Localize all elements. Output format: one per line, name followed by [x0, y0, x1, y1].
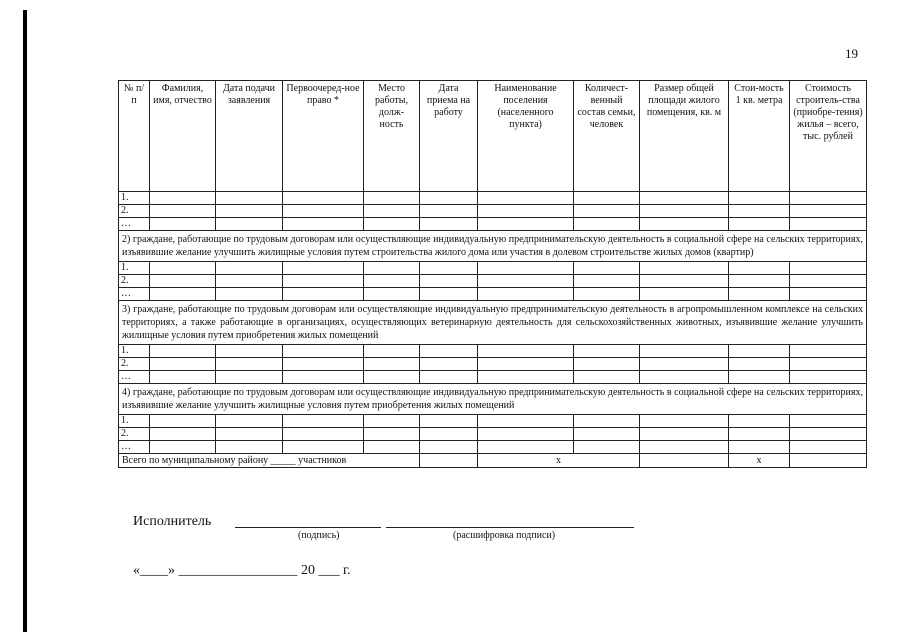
- table-cell[interactable]: [478, 345, 574, 358]
- table-cell[interactable]: [420, 441, 478, 454]
- section-title: 4) граждане, работающие по трудовым договорам или осуществляющие индивидуальную предпринимательскую деятельность в социальной сфере на сельских территориях, изъявившие желание улучшить жилищные условия путем приобретения жилых помещений: [119, 384, 867, 415]
- row-number-cell[interactable]: 2.: [119, 275, 150, 288]
- table-cell[interactable]: [790, 275, 867, 288]
- table-cell[interactable]: [283, 428, 364, 441]
- table-cell[interactable]: [420, 205, 478, 218]
- table-cell[interactable]: [729, 288, 790, 301]
- total-label: Всего по муниципальному району _____ участников: [119, 454, 420, 468]
- table-cell[interactable]: [574, 262, 640, 275]
- row-number-cell[interactable]: 1.: [119, 345, 150, 358]
- table-cell[interactable]: [790, 454, 867, 468]
- column-header: Размер общей площади жилого помещения, кв. м: [640, 81, 729, 192]
- table-cell[interactable]: [150, 428, 216, 441]
- row-number-cell[interactable]: …: [119, 218, 150, 231]
- table-cell[interactable]: [150, 262, 216, 275]
- section-row: [119, 231, 867, 262]
- table-cell[interactable]: [216, 428, 283, 441]
- table-cell[interactable]: [216, 358, 283, 371]
- table-cell[interactable]: [216, 275, 283, 288]
- table-cell[interactable]: [150, 275, 216, 288]
- table-cell[interactable]: [640, 441, 729, 454]
- table-cell[interactable]: [574, 345, 640, 358]
- column-header: Количест-венный состав семьи, человек: [574, 81, 640, 192]
- executor-label: Исполнитель: [133, 514, 212, 529]
- table-cell[interactable]: [790, 192, 867, 205]
- table-cell[interactable]: [420, 275, 478, 288]
- column-header: Дата подачи заявления: [216, 81, 283, 192]
- table-cell[interactable]: [150, 415, 216, 428]
- table-cell[interactable]: [364, 441, 420, 454]
- table-cell[interactable]: [216, 415, 283, 428]
- table-cell[interactable]: [283, 205, 364, 218]
- table-cell[interactable]: [364, 345, 420, 358]
- table-cell[interactable]: [574, 275, 640, 288]
- table-cell[interactable]: [283, 192, 364, 205]
- table-cell[interactable]: [283, 218, 364, 231]
- column-header: Место работы, долж-ность: [364, 81, 420, 192]
- table-cell[interactable]: [640, 358, 729, 371]
- table-cell[interactable]: [364, 205, 420, 218]
- table-cell[interactable]: [478, 262, 574, 275]
- table-cell[interactable]: [150, 192, 216, 205]
- table-cell[interactable]: [216, 218, 283, 231]
- table-cell[interactable]: [216, 192, 283, 205]
- table-cell[interactable]: [364, 275, 420, 288]
- table-cell[interactable]: [729, 275, 790, 288]
- table-cell[interactable]: [640, 288, 729, 301]
- total-x-mark: х: [478, 454, 640, 468]
- table-cell[interactable]: [216, 262, 283, 275]
- table-row: [119, 205, 867, 218]
- table-cell[interactable]: [640, 218, 729, 231]
- table-cell[interactable]: [478, 288, 574, 301]
- table-cell[interactable]: [420, 288, 478, 301]
- section-row: [119, 384, 867, 415]
- table-cell[interactable]: [216, 345, 283, 358]
- table-cell[interactable]: [574, 415, 640, 428]
- table-cell[interactable]: [364, 358, 420, 371]
- section-row: [119, 301, 867, 345]
- column-header: Первоочеред-ное право *: [283, 81, 364, 192]
- page-number: 19: [845, 46, 858, 61]
- column-header: Фамилия, имя, отчество: [150, 81, 216, 192]
- table-header-row: [119, 81, 867, 192]
- column-header: № п/п: [119, 81, 150, 192]
- table-cell[interactable]: [729, 218, 790, 231]
- applicants-table: [118, 80, 867, 468]
- table-cell[interactable]: [150, 345, 216, 358]
- table-cell[interactable]: [729, 192, 790, 205]
- table-cell[interactable]: [150, 218, 216, 231]
- table-cell[interactable]: [790, 345, 867, 358]
- table-row: [119, 415, 867, 428]
- table-cell[interactable]: [283, 415, 364, 428]
- table-cell[interactable]: [216, 441, 283, 454]
- table-cell[interactable]: [640, 428, 729, 441]
- table-cell[interactable]: [574, 428, 640, 441]
- table-cell[interactable]: [640, 262, 729, 275]
- table-cell[interactable]: [216, 288, 283, 301]
- table-cell[interactable]: [640, 371, 729, 384]
- table-cell[interactable]: [364, 428, 420, 441]
- table-cell[interactable]: [574, 441, 640, 454]
- signature-caption: (подпись): [298, 530, 340, 541]
- table-row: [119, 262, 867, 275]
- table-cell[interactable]: [729, 205, 790, 218]
- table-cell[interactable]: [364, 192, 420, 205]
- signature-decode-caption: (расшифровка подписи): [453, 530, 556, 541]
- table-cell[interactable]: [420, 218, 478, 231]
- table-cell[interactable]: [420, 345, 478, 358]
- table-cell[interactable]: [216, 371, 283, 384]
- table-cell[interactable]: [478, 205, 574, 218]
- row-number-cell[interactable]: …: [119, 371, 150, 384]
- table-cell[interactable]: [790, 262, 867, 275]
- table-cell[interactable]: [790, 415, 867, 428]
- table-cell[interactable]: [283, 288, 364, 301]
- table-row: [119, 358, 867, 371]
- column-header: Наименование поселения (населенного пункта): [478, 81, 574, 192]
- table-cell[interactable]: [420, 358, 478, 371]
- table-cell[interactable]: [420, 428, 478, 441]
- table-cell[interactable]: [420, 262, 478, 275]
- table-cell[interactable]: [640, 345, 729, 358]
- table-row: [119, 441, 867, 454]
- table-cell[interactable]: [364, 218, 420, 231]
- table-cell[interactable]: [150, 441, 216, 454]
- table-cell[interactable]: [640, 205, 729, 218]
- table-cell[interactable]: [283, 275, 364, 288]
- table-cell[interactable]: [420, 192, 478, 205]
- row-number-cell[interactable]: …: [119, 288, 150, 301]
- table-row: [119, 288, 867, 301]
- table-cell[interactable]: [790, 205, 867, 218]
- table-row: [119, 192, 867, 205]
- table-cell[interactable]: [283, 262, 364, 275]
- table-cell[interactable]: [420, 415, 478, 428]
- table-cell[interactable]: [150, 205, 216, 218]
- table-cell[interactable]: [478, 218, 574, 231]
- row-number-cell[interactable]: 1.: [119, 415, 150, 428]
- table-cell[interactable]: [420, 454, 478, 468]
- table-cell[interactable]: [420, 371, 478, 384]
- table-cell[interactable]: [790, 218, 867, 231]
- table-cell[interactable]: [640, 415, 729, 428]
- table-cell[interactable]: [640, 454, 729, 468]
- column-header: Дата приема на работу: [420, 81, 478, 192]
- table-cell[interactable]: [478, 275, 574, 288]
- table-cell[interactable]: [478, 415, 574, 428]
- table-cell[interactable]: [729, 371, 790, 384]
- table-cell[interactable]: [283, 358, 364, 371]
- table-cell[interactable]: [478, 371, 574, 384]
- section-title: 2) граждане, работающие по трудовым договорам или осуществляющие индивидуальную предпринимательскую деятельность в социальной сфере на сельских территориях, изъявившие желание улучшить жилищные условия путем строительства жилого дома или участия в долевом строительстве жилых домов (квартир): [119, 231, 867, 262]
- table-cell[interactable]: [364, 262, 420, 275]
- table-cell[interactable]: [478, 192, 574, 205]
- date-line: «____» _________________ 20 ___ г.: [133, 563, 351, 578]
- table-cell[interactable]: [729, 345, 790, 358]
- page-binding-edge: [23, 10, 27, 632]
- table-cell[interactable]: [216, 205, 283, 218]
- table-cell[interactable]: [150, 288, 216, 301]
- row-number-cell[interactable]: 1.: [119, 262, 150, 275]
- table-cell[interactable]: [283, 441, 364, 454]
- total-x-mark: х: [729, 454, 790, 468]
- table-cell[interactable]: [640, 275, 729, 288]
- table-cell[interactable]: [150, 371, 216, 384]
- column-header: Стоимость строитель-ства (приобре-тения) жилья – всего, тыс. рублей: [790, 81, 867, 192]
- table-cell[interactable]: [574, 205, 640, 218]
- table-cell[interactable]: [729, 441, 790, 454]
- row-number-cell[interactable]: 2.: [119, 205, 150, 218]
- table-cell[interactable]: [364, 415, 420, 428]
- table-cell[interactable]: [574, 288, 640, 301]
- table-cell[interactable]: [478, 358, 574, 371]
- table-cell[interactable]: [150, 358, 216, 371]
- table-cell[interactable]: [478, 441, 574, 454]
- table-cell[interactable]: [640, 192, 729, 205]
- table-cell[interactable]: [729, 358, 790, 371]
- row-number-cell[interactable]: 1.: [119, 192, 150, 205]
- table-cell[interactable]: [283, 345, 364, 358]
- table-cell[interactable]: [364, 371, 420, 384]
- table-cell[interactable]: [574, 192, 640, 205]
- table-cell[interactable]: [478, 428, 574, 441]
- table-cell[interactable]: [729, 428, 790, 441]
- row-number-cell[interactable]: …: [119, 441, 150, 454]
- table-row: [119, 275, 867, 288]
- table-cell[interactable]: [283, 371, 364, 384]
- row-number-cell[interactable]: 2.: [119, 428, 150, 441]
- signature-line: [235, 527, 381, 528]
- table-cell[interactable]: [790, 371, 867, 384]
- table-cell[interactable]: [574, 371, 640, 384]
- table-row: [119, 428, 867, 441]
- section-title: 3) граждане, работающие по трудовым договорам или осуществляющие индивидуальную предпринимательскую деятельность в агропромышленном комплексе на сельских территориях, а также работающие в организациях, осуществляющих ветеринарную деятельность для сельскохозяйственных животных, изъявившие желание улучшить жилищные условия путем приобретения жилых помещений: [119, 301, 867, 345]
- table-cell[interactable]: [790, 358, 867, 371]
- table-cell[interactable]: [790, 441, 867, 454]
- table-row: [119, 371, 867, 384]
- table-cell[interactable]: [729, 262, 790, 275]
- table-row: [119, 218, 867, 231]
- table-cell[interactable]: [574, 358, 640, 371]
- row-number-cell[interactable]: 2.: [119, 358, 150, 371]
- table-cell[interactable]: [574, 218, 640, 231]
- table-row: [119, 345, 867, 358]
- signature-decode-line: [386, 527, 634, 528]
- table-cell[interactable]: [790, 428, 867, 441]
- total-row: [119, 454, 867, 468]
- column-header: Стои-мость 1 кв. метра: [729, 81, 790, 192]
- table-cell[interactable]: [790, 288, 867, 301]
- table-cell[interactable]: [729, 415, 790, 428]
- table-cell[interactable]: [364, 288, 420, 301]
